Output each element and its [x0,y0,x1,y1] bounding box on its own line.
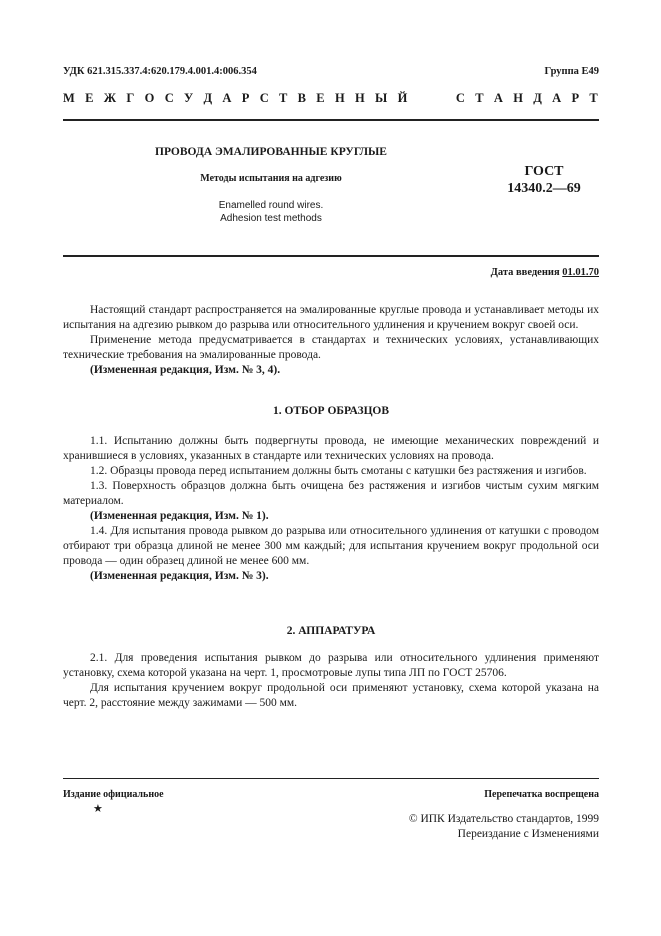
section-1-amendment-note-1: (Измененная редакция, Изм. № 1). [90,510,269,522]
gost-designation [490,163,598,197]
english-title-line2: Adhesion test methods [220,213,322,224]
group-code: Группа Е49 [544,66,599,77]
intro-amendment-note: (Измененная редакция, Изм. № 3, 4). [90,364,281,376]
banner-letter: Е [85,91,94,105]
banner-letter: Н [354,91,365,105]
banner-letter: Н [513,91,523,105]
section-1-paragraph-1: 1.1. Испытанию должны быть подвергнуты провода, не имеющие механических повреждений и хранившиеся в условиях, указанных в стандарте или технических условиях на провода. [63,435,599,462]
section-2-heading: 2. АППАРАТУРА [286,625,376,637]
section-1-amendment-note-2: (Измененная редакция, Изм. № 3). [90,570,269,582]
banner-letter: А [493,91,503,105]
top-rule [63,119,599,121]
banner-letter: М [63,91,75,105]
banner-word-gap [418,91,446,106]
official-edition: Издание официальное [63,789,164,800]
intro-date-label: Дата введения [490,267,560,278]
standard-banner [63,91,598,106]
banner-letter: Е [316,91,325,105]
gost-label: ГОСТ [524,164,564,179]
star-mark: ★ [93,803,103,815]
intro-text [63,303,599,378]
section-1-paragraph-2: 1.2. Образцы провода перед испытанием должны быть смотаны с катушки без растяжения и изгибов. [90,465,587,477]
banner-letter: А [222,91,232,105]
banner-letter: О [144,91,155,105]
copyright: © ИПК Издательство стандартов, 1999 [408,813,599,825]
banner-letter: Т [475,91,484,105]
banner-letter: У [184,91,194,105]
section-2-paragraph-1: 2.1. Для проведения испытания рывком до разрыва или относительного удлинения применяют установку, схема которой указана на черт. 1, просмотровые лупы типа ЛП по ГОСТ 25706. [63,652,599,679]
banner-letter: А [552,91,562,105]
reprint-prohibited: Перепечатка воспрещена [484,789,599,800]
udk-code: УДК 621.315.337.4:620.179.4.001.4:006.354 [63,66,257,77]
section-1-paragraph-3: 1.3. Поверхность образцов должна быть очищена без растяжения и изгибов чистым сухим мягким материалом. [63,480,599,507]
banner-letter: В [297,91,306,105]
footer-rule [63,778,599,779]
banner-letter: Ж [103,91,117,105]
banner-letter: Ы [375,91,388,105]
banner-letter: С [259,91,269,105]
banner-letter: Р [571,91,580,105]
document-subtitle: Методы испытания на адгезию [200,173,342,184]
section-1-text [63,434,599,584]
gost-number: 14340.2—69 [507,181,581,196]
banner-letter: Р [241,91,250,105]
banner-letter: Й [397,91,408,105]
english-title [63,199,479,225]
banner-letter: С [455,91,465,105]
english-title-line1: Enamelled round wires. [218,200,324,211]
intro-date-value: 01.01.70 [562,267,599,278]
section-1-heading: 1. ОТБОР ОБРАЗЦОВ [272,405,390,417]
banner-letter: Г [126,91,135,105]
section-1-paragraph-4: 1.4. Для испытания провода рывком до разрыва или относительного удлинения от катушки с проводом отбирают три образца длиной не менее 300 мм каждый; для испытания кручением вокруг продольной оси провода — один образец длиной не менее 600 мм. [63,525,599,567]
intro-date [491,267,599,278]
copyright-block [409,812,599,842]
banner-letter: Т [279,91,288,105]
banner-letter: Д [533,91,542,105]
document-title: ПРОВОДА ЭМАЛИРОВАННЫЕ КРУГЛЫЕ [155,146,387,158]
section-2-text [63,651,599,711]
banner-letter: С [164,91,174,105]
section-2-paragraph-2: Для испытания кручением вокруг продольной оси применяют установку, схема которой указана на черт. 2, расстояние между зажимами — 500 мм. [63,682,599,709]
title-rule [63,255,599,257]
banner-letter: Д [203,91,213,105]
banner-letter: Н [334,91,345,105]
reissue-note: Переиздание с Изменениями [457,828,599,840]
intro-paragraph-1: Настоящий стандарт распространяется на эмалированные круглые провода и устанавливает методы их испытания на адгезию рывком до разрыва или относительного удлинения и кручением вокруг своей оси. [63,304,599,331]
intro-paragraph-2: Применение метода предусматривается в стандартах и технических условиях, устанавливающих технические требования на эмалированные провода. [63,334,599,361]
banner-letter: Т [589,91,598,105]
